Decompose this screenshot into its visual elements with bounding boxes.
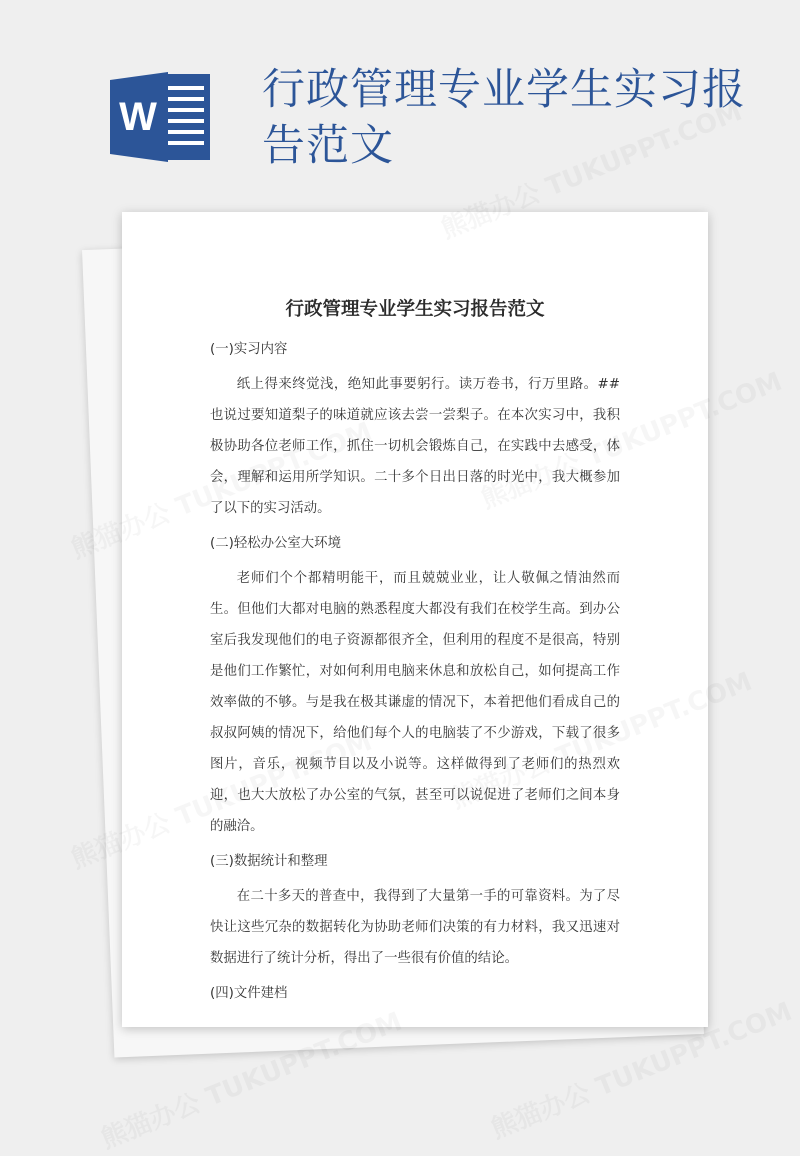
document-page	[122, 212, 708, 1027]
document-body	[210, 334, 620, 1013]
section-paragraph: 在二十多天的普查中，我得到了大量第一手的可靠资料。为了尽快让这些冗杂的数据转化为协助老师们决策的有力材料，我又迅速对数据进行了统计分析，得出了一些很有价值的结论。	[210, 889, 620, 966]
section-heading: (三)数据统计和整理	[210, 854, 328, 869]
section-heading: (二)轻松办公室大环境	[210, 536, 341, 551]
section-heading: (一)实习内容	[210, 342, 288, 357]
document-title: 行政管理专业学生实习报告范文	[285, 299, 545, 320]
header-title: 行政管理专业学生实习报告范文	[262, 65, 746, 171]
section-heading: (四)文件建档	[210, 986, 288, 1001]
section-paragraph: 老师们个个都精明能干，而且兢兢业业，让人敬佩之情油然而生。但他们大都对电脑的熟悉程度大都没有我们在校学生高。到办公室后我发现他们的电子资源都很齐全，但利用的程度不是很高，特别是他们工作繁忙，对如何利用电脑来休息和放松自己，如何提高工作效率做的不够。与是我在极其谦虚的情况下，本着把他们看成自己的叔叔阿姨的情况下，给他们每个人的电脑装了不少游戏，下载了很多图片，音乐，视频节目以及小说等。这样做得到了老师们的热烈欢迎，也大大放松了办公室的气氛，甚至可以说促进了老师们之间本身的融洽。	[210, 571, 620, 834]
word-document-icon	[110, 72, 214, 162]
word-icon-letter: W	[119, 95, 157, 139]
section-paragraph: 纸上得来终觉浅，绝知此事要躬行。读万卷书，行万里路。##也说过要知道梨子的味道就应该去尝一尝梨子。在本次实习中，我积极协助各位老师工作，抓住一切机会锻炼自己，在实践中去感受，体会，理解和运用所学知识。二十多个日出日落的时光中，我大概参加了以下的实习活动。	[210, 377, 620, 516]
